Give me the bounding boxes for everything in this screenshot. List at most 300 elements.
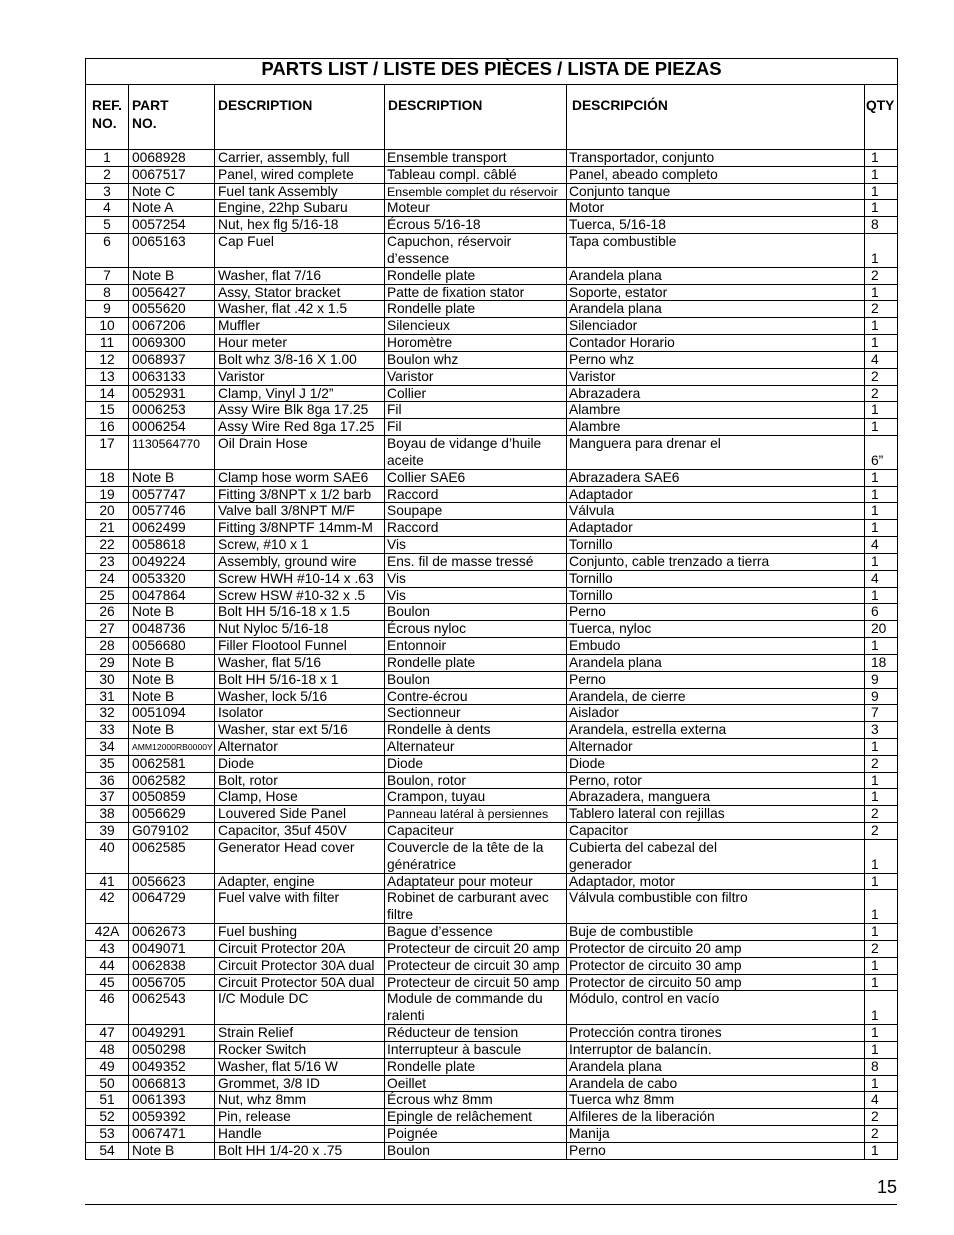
part-no-cell <box>129 991 215 1024</box>
description-es-text: Manguera para drenar el <box>569 436 721 452</box>
part-no-cell <box>129 638 215 654</box>
description-en-cell <box>215 520 385 536</box>
description-es-text: Manija <box>569 1126 610 1142</box>
description-fr-text: Écrous 5/16-18 <box>387 217 481 233</box>
description-fr-text: Vis <box>387 570 406 586</box>
part-no-text: Note B <box>132 469 175 485</box>
description-es-cell <box>567 386 865 402</box>
ref-no-cell <box>86 268 129 284</box>
parts-row <box>86 588 897 605</box>
description-es-text: Tornillo <box>569 587 613 603</box>
description-es-cell <box>567 1076 865 1092</box>
ref-no-text: 16 <box>99 419 115 435</box>
description-en-cell <box>215 975 385 991</box>
parts-row <box>86 335 897 352</box>
qty-cell <box>865 318 897 334</box>
description-en-text: Isolator <box>218 705 264 721</box>
part-no-cell <box>129 621 215 637</box>
ref-no-cell <box>86 470 129 486</box>
ref-no-text: 40 <box>99 839 115 855</box>
ref-no-cell <box>86 655 129 671</box>
description-en-cell <box>215 268 385 284</box>
description-en-text: Screw HWH #10-14 x .63 <box>218 570 374 586</box>
part-no-text: 0052931 <box>132 385 186 401</box>
part-no-text: 0062838 <box>132 957 186 973</box>
description-en-text: Louvered Side Panel <box>218 806 347 822</box>
parts-row <box>86 689 897 706</box>
description-es-cell <box>567 402 865 418</box>
part-no-text: 0062585 <box>132 839 186 855</box>
ref-no-cell <box>86 503 129 519</box>
description-en-cell <box>215 436 385 469</box>
description-fr-cell <box>385 503 567 519</box>
description-en-cell <box>215 352 385 368</box>
description-es-cell <box>567 638 865 654</box>
description-en-text: Assy Wire Red 8ga 17.25 <box>218 419 375 435</box>
description-es-cell <box>567 285 865 301</box>
part-no-cell <box>129 352 215 368</box>
description-es-cell <box>567 571 865 587</box>
ref-no-cell <box>86 167 129 183</box>
column-header-qty-text: QTY <box>866 98 895 113</box>
description-fr-cell <box>385 890 567 923</box>
description-fr-cell <box>385 621 567 637</box>
description-es-text: Tablero lateral con rejillas <box>569 806 725 822</box>
description-fr-text: aceite <box>387 452 424 468</box>
description-fr-cell <box>385 436 567 469</box>
description-fr-text: Collier SAE6 <box>387 469 466 485</box>
description-es-cell <box>567 806 865 822</box>
ref-no-cell <box>86 638 129 654</box>
parts-row <box>86 352 897 369</box>
ref-no-text: 48 <box>99 1041 115 1057</box>
description-en-text: Washer, lock 5/16 <box>218 688 328 704</box>
qty-text: 2 <box>871 1126 879 1142</box>
description-es-cell <box>567 789 865 805</box>
part-no-text: 0050298 <box>132 1041 186 1057</box>
qty-cell <box>865 520 897 536</box>
description-es-cell <box>567 1126 865 1142</box>
ref-no-cell <box>86 840 129 873</box>
description-es-text: Arandela plana <box>569 654 662 670</box>
ref-no-cell <box>86 924 129 940</box>
ref-no-text: 7 <box>103 267 111 283</box>
description-fr-cell <box>385 924 567 940</box>
description-es-text: Protector de circuito 30 amp <box>569 957 742 973</box>
description-en-text: Clamp, Hose <box>218 789 298 805</box>
description-es-text: Perno whz <box>569 351 635 367</box>
parts-row <box>86 604 897 621</box>
qty-cell <box>865 1126 897 1142</box>
description-fr-text: Rondelle plate <box>387 654 476 670</box>
parts-row <box>86 520 897 537</box>
qty-cell <box>865 554 897 570</box>
ref-no-cell <box>86 991 129 1024</box>
ref-no-cell <box>86 604 129 620</box>
description-fr-text: Oeillet <box>387 1075 427 1091</box>
description-fr-cell <box>385 638 567 654</box>
ref-no-cell <box>86 571 129 587</box>
parts-row <box>86 1092 897 1109</box>
description-fr-text: Protecteur de circuit 50 amp <box>387 974 560 990</box>
ref-no-cell <box>86 756 129 772</box>
ref-no-cell <box>86 958 129 974</box>
description-fr-text: d’essence <box>387 250 450 266</box>
qty-text: 1 <box>871 1041 879 1057</box>
part-no-cell <box>129 503 215 519</box>
ref-no-text: 33 <box>99 722 115 738</box>
ref-no-text: 12 <box>99 351 115 367</box>
ref-no-text: 42A <box>94 924 120 940</box>
description-es-text: Tornillo <box>569 570 613 586</box>
qty-text: 1 <box>871 166 879 182</box>
description-en-text: Grommet, 3/8 ID <box>218 1075 320 1091</box>
column-header-description-fr-text: DESCRIPTION <box>388 98 483 113</box>
parts-row <box>86 806 897 823</box>
description-es-cell <box>567 1092 865 1108</box>
qty-text: 2 <box>871 301 879 317</box>
description-es-cell <box>567 318 865 334</box>
description-en-cell <box>215 1109 385 1125</box>
ref-no-text: 49 <box>99 1058 115 1074</box>
description-es-text: Válvula combustible con filtro <box>569 890 748 906</box>
parts-row <box>86 1076 897 1093</box>
part-no-text: 0056623 <box>132 873 186 889</box>
description-fr-text: Soupape <box>387 503 443 519</box>
qty-cell <box>865 941 897 957</box>
part-no-text: 0069300 <box>132 335 186 351</box>
description-fr-text: Boulon <box>387 1142 430 1158</box>
description-en-cell <box>215 874 385 890</box>
parts-list-table <box>85 58 898 1160</box>
description-en-cell <box>215 1042 385 1058</box>
description-en-text: Panel, wired complete <box>218 166 354 182</box>
ref-no-text: 6 <box>103 234 111 250</box>
parts-row <box>86 436 897 470</box>
part-no-cell <box>129 789 215 805</box>
description-en-text: Nut, hex flg 5/16-18 <box>218 217 339 233</box>
description-en-cell <box>215 554 385 570</box>
description-es-text: Tuerca whz 8mm <box>569 1092 675 1108</box>
part-no-cell <box>129 1042 215 1058</box>
qty-cell <box>865 924 897 940</box>
ref-no-cell <box>86 823 129 839</box>
qty-text: 2 <box>871 823 879 839</box>
description-fr-text: Capaciteur <box>387 823 454 839</box>
part-no-text: 0049352 <box>132 1058 186 1074</box>
ref-no-text: 1 <box>103 150 111 165</box>
parts-row <box>86 503 897 520</box>
parts-row <box>86 1042 897 1059</box>
qty-text: 2 <box>871 940 879 956</box>
ref-no-text: 14 <box>99 385 115 401</box>
column-header-part-line: NO. <box>132 116 157 131</box>
description-es-text: Arandela de cabo <box>569 1075 678 1091</box>
qty-cell <box>865 789 897 805</box>
part-no-text: 0047864 <box>132 587 186 603</box>
part-no-cell <box>129 1025 215 1041</box>
parts-row <box>86 789 897 806</box>
description-en-text: Nut, whz 8mm <box>218 1092 307 1108</box>
description-fr-cell <box>385 975 567 991</box>
description-en-text: Bolt whz 3/8-16 X 1.00 <box>218 351 357 367</box>
qty-cell <box>865 773 897 789</box>
part-no-cell <box>129 941 215 957</box>
parts-row <box>86 234 897 268</box>
qty-text: 1 <box>871 553 879 569</box>
description-es-text: Alternador <box>569 738 633 754</box>
description-en-cell <box>215 840 385 873</box>
description-es-cell <box>567 352 865 368</box>
description-es-cell <box>567 234 865 267</box>
description-fr-text: Rondelle plate <box>387 267 476 283</box>
description-en-cell <box>215 571 385 587</box>
description-en-cell <box>215 419 385 435</box>
page-number: 15 <box>876 1177 897 1197</box>
part-no-text: 0055620 <box>132 301 186 317</box>
description-es-cell <box>567 1042 865 1058</box>
qty-cell <box>865 369 897 385</box>
qty-cell <box>865 470 897 486</box>
part-no-text: AMM12000RB0000Y <box>132 741 213 752</box>
column-header-description-es-text: DESCRIPCIÓN <box>572 98 668 113</box>
qty-text: 1 <box>871 1075 879 1091</box>
part-no-text: 0049291 <box>132 1025 186 1041</box>
qty-text: 1 <box>871 419 879 435</box>
description-es-cell <box>567 1025 865 1041</box>
part-no-cell <box>129 655 215 671</box>
description-fr-cell <box>385 184 567 200</box>
qty-text: 1 <box>871 1142 879 1158</box>
part-no-cell <box>129 150 215 166</box>
description-es-text: Arandela plana <box>569 301 662 317</box>
parts-row <box>86 487 897 504</box>
part-no-cell <box>129 958 215 974</box>
description-fr-text: Vis <box>387 587 406 603</box>
description-fr-cell <box>385 840 567 873</box>
column-header-part-line: PART <box>132 98 169 113</box>
description-en-text: Pin, release <box>218 1109 291 1125</box>
description-fr-cell <box>385 604 567 620</box>
parts-row <box>86 167 897 184</box>
part-no-cell <box>129 318 215 334</box>
description-en-cell <box>215 1025 385 1041</box>
ref-no-cell <box>86 689 129 705</box>
ref-no-text: 26 <box>99 604 115 620</box>
ref-no-text: 42 <box>99 890 115 906</box>
qty-text: 4 <box>871 570 879 586</box>
parts-row <box>86 1059 897 1076</box>
parts-row <box>86 705 897 722</box>
part-no-text: 0065163 <box>132 234 186 250</box>
qty-text: 2 <box>871 755 879 771</box>
description-fr-cell <box>385 874 567 890</box>
ref-no-text: 30 <box>99 671 115 687</box>
description-es-cell <box>567 554 865 570</box>
description-en-cell <box>215 1126 385 1142</box>
ref-no-text: 36 <box>99 772 115 788</box>
qty-cell <box>865 823 897 839</box>
description-en-cell <box>215 537 385 553</box>
ref-no-cell <box>86 621 129 637</box>
qty-text: 1 <box>871 250 879 266</box>
qty-text: 1 <box>871 873 879 889</box>
description-es-text: Embudo <box>569 638 621 654</box>
description-fr-cell <box>385 1025 567 1041</box>
description-es-text: Arandela, estrella externa <box>569 722 727 738</box>
description-es-cell <box>567 621 865 637</box>
description-es-cell <box>567 655 865 671</box>
description-es-text: Cubierta del cabezal del <box>569 839 718 855</box>
description-en-text: Carrier, assembly, full <box>218 150 350 165</box>
description-en-cell <box>215 184 385 200</box>
ref-no-cell <box>86 1126 129 1142</box>
description-fr-text: Interrupteur à bascule <box>387 1041 522 1057</box>
ref-no-text: 21 <box>99 520 115 536</box>
description-fr-cell <box>385 301 567 317</box>
parts-row <box>86 268 897 285</box>
description-en-cell <box>215 335 385 351</box>
ref-no-text: 46 <box>99 991 115 1007</box>
description-es-cell <box>567 588 865 604</box>
description-es-cell <box>567 689 865 705</box>
ref-no-cell <box>86 234 129 267</box>
description-en-text: Generator Head cover <box>218 839 355 855</box>
description-en-text: Nut Nyloc 5/16-18 <box>218 621 329 637</box>
description-fr-text: Robinet de carburant avec <box>387 890 549 906</box>
ref-no-cell <box>86 436 129 469</box>
column-header-qty <box>865 85 897 149</box>
description-es-text: Arandela, de cierre <box>569 688 686 704</box>
ref-no-text: 39 <box>99 823 115 839</box>
parts-row <box>86 318 897 335</box>
column-header-description-en <box>215 85 385 149</box>
qty-cell <box>865 487 897 503</box>
qty-text: 1 <box>871 974 879 990</box>
ref-no-cell <box>86 285 129 301</box>
ref-no-text: 22 <box>99 537 115 553</box>
ref-no-text: 35 <box>99 755 115 771</box>
description-fr-text: Réducteur de tension <box>387 1025 519 1041</box>
description-en-cell <box>215 806 385 822</box>
ref-no-text: 15 <box>99 402 115 418</box>
ref-no-text: 13 <box>99 368 115 384</box>
qty-cell <box>865 958 897 974</box>
ref-no-text: 34 <box>99 738 115 754</box>
part-no-cell <box>129 1092 215 1108</box>
description-en-text: Oil Drain Hose <box>218 436 308 452</box>
description-fr-cell <box>385 1143 567 1159</box>
qty-text: 1 <box>871 638 879 654</box>
parts-row <box>86 184 897 201</box>
description-en-cell <box>215 705 385 721</box>
part-no-text: 0051094 <box>132 705 186 721</box>
description-fr-text: Rondelle plate <box>387 1058 476 1074</box>
description-en-text: Alternator <box>218 738 278 754</box>
part-no-cell <box>129 301 215 317</box>
description-es-cell <box>567 604 865 620</box>
description-fr-text: Diode <box>387 755 424 771</box>
description-en-cell <box>215 386 385 402</box>
part-no-text: 0067517 <box>132 166 186 182</box>
qty-text: 1 <box>871 1008 879 1024</box>
ref-no-text: 31 <box>99 688 115 704</box>
qty-cell <box>865 975 897 991</box>
qty-cell <box>865 840 897 873</box>
column-header-ref-line: NO. <box>92 116 117 131</box>
description-fr-text: Varistor <box>387 368 434 384</box>
part-no-cell <box>129 184 215 200</box>
part-no-text: Note B <box>132 722 175 738</box>
description-fr-text: Écrous whz 8mm <box>387 1092 493 1108</box>
parts-row <box>86 874 897 891</box>
parts-row <box>86 672 897 689</box>
part-no-text: Note B <box>132 671 175 687</box>
part-no-text: 0057746 <box>132 503 186 519</box>
ref-no-cell <box>86 1059 129 1075</box>
qty-text: 1 <box>871 150 879 165</box>
part-no-cell <box>129 470 215 486</box>
description-en-text: Circuit Protector 20A <box>218 940 346 956</box>
description-en-text: Valve ball 3/8NPT M/F <box>218 503 355 519</box>
part-no-cell <box>129 823 215 839</box>
qty-text: 1 <box>871 907 879 923</box>
part-no-text: 0062673 <box>132 924 186 940</box>
description-fr-cell <box>385 1126 567 1142</box>
qty-text: 2 <box>871 267 879 283</box>
description-fr-cell <box>385 537 567 553</box>
description-fr-cell <box>385 268 567 284</box>
description-en-text: I/C Module DC <box>218 991 309 1007</box>
qty-text: 1 <box>871 957 879 973</box>
qty-text: 1 <box>871 587 879 603</box>
part-no-cell <box>129 386 215 402</box>
description-es-text: Abrazadera SAE6 <box>569 469 680 485</box>
qty-text: 2 <box>871 368 879 384</box>
description-en-cell <box>215 285 385 301</box>
description-fr-cell <box>385 705 567 721</box>
description-fr-text: Panneau latéral à persiennes <box>387 807 549 822</box>
column-header-description-fr <box>385 85 567 149</box>
description-fr-cell <box>385 823 567 839</box>
part-no-cell <box>129 554 215 570</box>
description-en-cell <box>215 823 385 839</box>
description-es-text: Soporte, estator <box>569 284 668 300</box>
description-fr-cell <box>385 234 567 267</box>
ref-no-cell <box>86 890 129 923</box>
part-no-cell <box>129 520 215 536</box>
description-fr-text: Fil <box>387 419 402 435</box>
table-body <box>86 150 897 1160</box>
description-fr-text: Horomètre <box>387 335 453 351</box>
ref-no-text: 52 <box>99 1109 115 1125</box>
qty-text: 3 <box>871 722 879 738</box>
description-es-text: Transportador, conjunto <box>569 150 715 165</box>
qty-cell <box>865 1092 897 1108</box>
part-no-text: 0006253 <box>132 402 186 418</box>
part-no-text: 0057747 <box>132 486 186 502</box>
ref-no-cell <box>86 402 129 418</box>
part-no-text: Note B <box>132 604 175 620</box>
description-en-text: Diode <box>218 755 255 771</box>
description-es-cell <box>567 991 865 1024</box>
description-es-cell <box>567 672 865 688</box>
qty-text: 18 <box>871 654 887 670</box>
part-no-text: 0056629 <box>132 806 186 822</box>
ref-no-cell <box>86 722 129 738</box>
description-fr-text: Entonnoir <box>387 638 447 654</box>
description-en-cell <box>215 958 385 974</box>
